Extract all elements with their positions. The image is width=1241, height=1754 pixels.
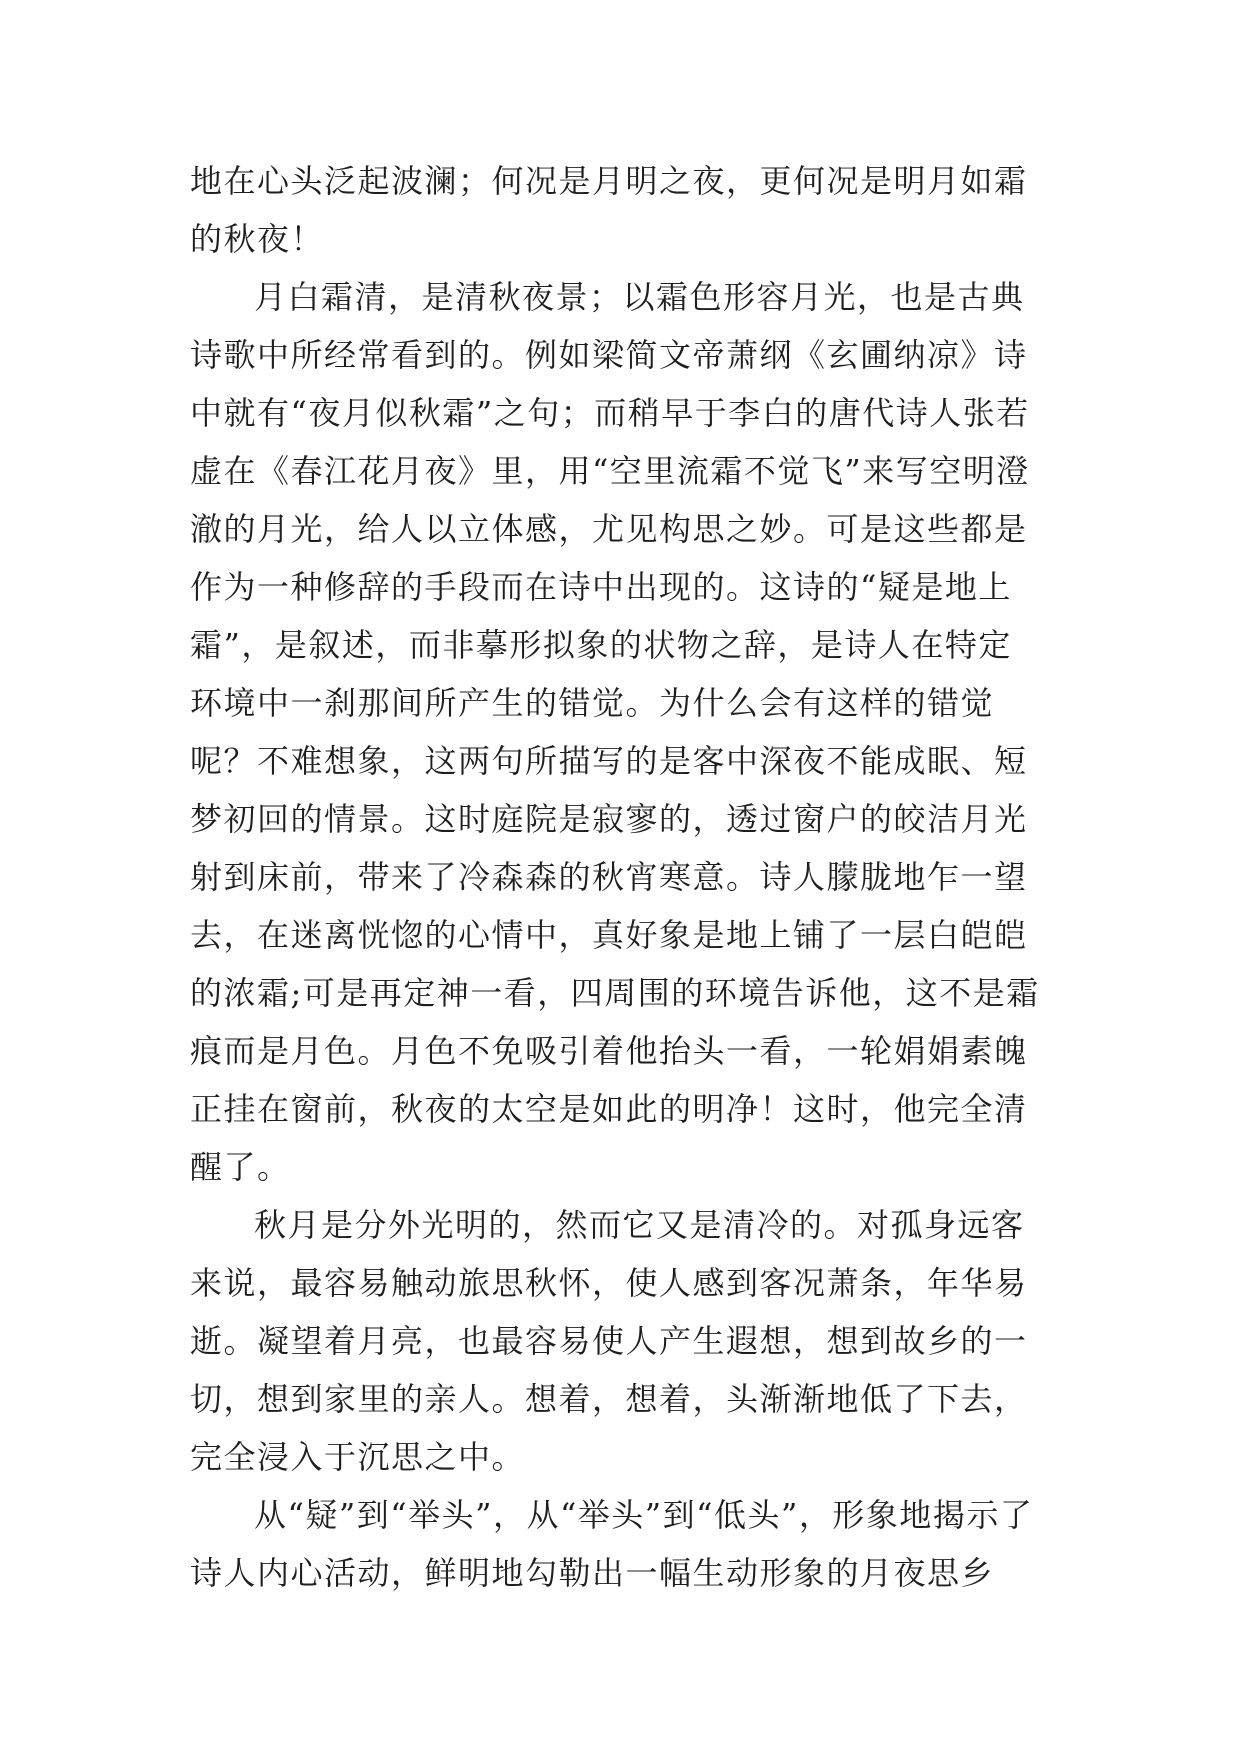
paragraph-autumn-moon: 秋月是分外光明的，然而它又是清冷的。对孤身远客来说，最容易触动旅思秋怀，使人感到客况萧条，年华易逝。凝望着月亮，也最容易使人产生遐想，想到故乡的一切，想到家里的亲人。想着，想着，头渐渐地低了下去，完全浸入于沉思之中。 xyxy=(190,1206,1028,1476)
paragraph-head-movement: 从“疑”到“举头”，从“举头”到“低头”，形象地揭示了诗人内心活动，鲜明地勾勒出一幅生动形象的月夜思乡 xyxy=(190,1496,1034,1592)
paragraph-continuation: 地在心头泛起波澜；何况是月明之夜，更何况是明月如霜的秋夜！ xyxy=(190,162,1028,258)
document-body xyxy=(190,152,1045,1602)
paragraph-frost-moonlight: 月白霜清，是清秋夜景；以霜色形容月光，也是古典诗歌中所经常看到的。例如梁简文帝萧纲《玄圃纳凉》诗中就有“夜月似秋霜”之句；而稍早于李白的唐代诗人张若虚在《春江花月夜》里，用“空里流霜不觉飞”来写空明澄澈的月光，给人以立体感，尤见构思之妙。可是这些都是作为一种修辞的手段而在诗中出现的。这诗的“疑是地上霜”，是叙述，而非摹形拟象的状物之辞，是诗人在特定环境中一刹那间所产生的错觉。为什么会有这样的错觉呢？不难想象，这两句所描写的是客中深夜不能成眠、短梦初回的情景。这时庭院是寂寥的，透过窗户的皎洁月光射到床前，带来了冷森森的秋宵寒意。诗人朦胧地乍一望去，在迷离恍惚的心情中，真好象是地上铺了一层白皑皑的浓霜;可是再定神一看，四周围的环境告诉他，这不是霜痕而是月色。月色不免吸引着他抬头一看，一轮娟娟素魄正挂在窗前，秋夜的太空是如此的明净！这时，他完全清醒了。 xyxy=(190,278,1040,1186)
